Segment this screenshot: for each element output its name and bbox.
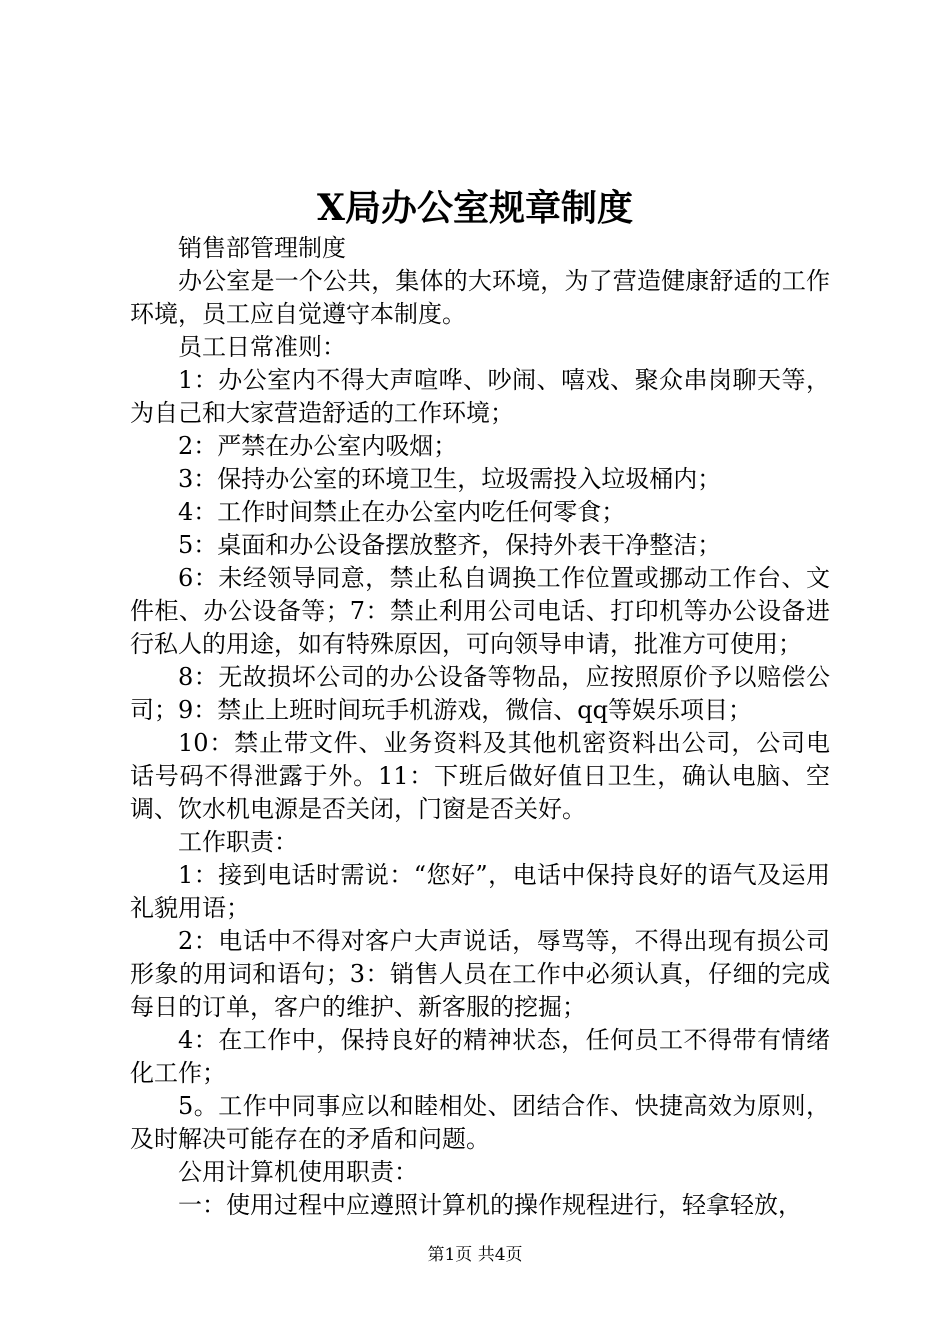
paragraph: 一：使用过程中应遵照计算机的操作规程进行，轻拿轻放， [178, 1191, 802, 1219]
paragraph: 2：电话中不得对客户大声说话，辱骂等，不得出现有损公司形象的用词和语句；3：销售人员在工作中必须认真，仔细的完成每日的订单，客户的维护、新客服的挖掘； [130, 927, 830, 1021]
paragraph: 4：在工作中，保持良好的精神状态，任何员工不得带有情绪化工作； [130, 1026, 830, 1087]
paragraph: 2：严禁在办公室内吸烟； [178, 432, 458, 460]
paragraph: 员工日常准则： [178, 333, 346, 361]
paragraph: 1：办公室内不得大声喧哗、吵闹、嘻戏、聚众串岗聊天等，为自己和大家营造舒适的工作环境； [130, 366, 830, 427]
paragraph: 4：工作时间禁止在办公室内吃任何零食； [178, 498, 626, 526]
paragraph: 5：桌面和办公设备摆放整齐，保持外表干净整洁； [178, 531, 722, 559]
paragraph: 10：禁止带文件、业务资料及其他机密资料出公司，公司电话号码不得泄露于外。11：下班后做好值日卫生，确认电脑、空调、饮水机电源是否关闭，门窗是否关好。 [130, 729, 830, 823]
paragraph: 6：未经领导同意，禁止私自调换工作位置或挪动工作台、文件柜、办公设备等；7：禁止利用公司电话、打印机等办公设备进行私人的用途，如有特殊原因，可向领导申请，批准方可使用； [130, 564, 830, 658]
paragraph: 3：保持办公室的环境卫生，垃圾需投入垃圾桶内； [178, 465, 722, 493]
paragraph: 办公室是一个公共，集体的大环境，为了营造健康舒适的工作环境，员工应自觉遵守本制度。 [130, 267, 830, 328]
paragraph: 1：接到电话时需说：“您好”，电话中保持良好的语气及运用礼貌用语； [130, 861, 830, 922]
paragraph: 公用计算机使用职责： [178, 1158, 418, 1186]
document-body [130, 232, 830, 1222]
paragraph: 5。工作中同事应以和睦相处、团结合作、快捷高效为原则，及时解决可能存在的矛盾和问题。 [130, 1092, 830, 1153]
paragraph: 销售部管理制度 [178, 234, 346, 262]
page-title: X局办公室规章制度 [317, 187, 633, 229]
page-number: 第1页 共4页 [427, 1245, 523, 1265]
paragraph: 工作职责： [178, 828, 298, 856]
paragraph: 8：无故损坏公司的办公设备等物品，应按照原价予以赔偿公司；9：禁止上班时间玩手机游戏，微信、qq等娱乐项目； [130, 663, 830, 724]
